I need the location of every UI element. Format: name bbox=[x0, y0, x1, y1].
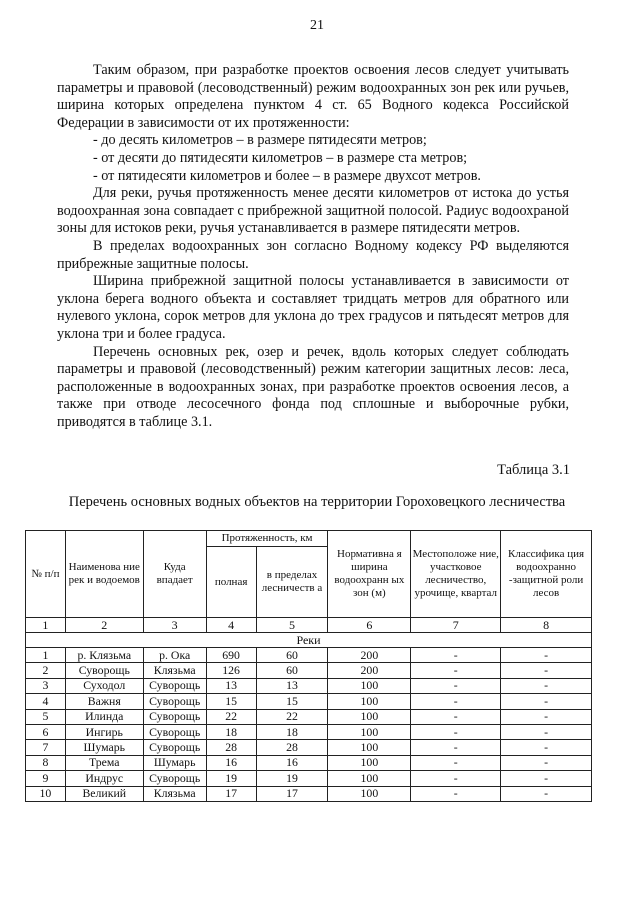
column-number: 6 bbox=[328, 618, 411, 633]
length-total-cell: 13 bbox=[206, 678, 256, 693]
length-total-cell: 28 bbox=[206, 740, 256, 755]
col-header-flows: Куда впадает bbox=[143, 531, 206, 618]
length-total-cell: 126 bbox=[206, 663, 256, 678]
list-item: - до десять километров – в размере пятидесяти метров; bbox=[93, 132, 427, 149]
table-header-row bbox=[26, 531, 592, 547]
length-total-cell: 17 bbox=[206, 786, 256, 801]
flows-into-cell: Суворощь bbox=[143, 709, 206, 724]
location-cell: - bbox=[411, 663, 501, 678]
classification-cell: - bbox=[501, 678, 592, 693]
location-cell: - bbox=[411, 740, 501, 755]
zone-width-cell: 200 bbox=[328, 663, 411, 678]
location-cell: - bbox=[411, 786, 501, 801]
row-number-cell: 4 bbox=[26, 694, 66, 709]
column-number: 1 bbox=[26, 618, 66, 633]
zone-width-cell: 100 bbox=[328, 755, 411, 770]
col-header-width: Нормативна я ширина водоохранн ых зон (м) bbox=[328, 531, 411, 618]
row-number-cell: 9 bbox=[26, 771, 66, 786]
flows-into-cell: Суворощь bbox=[143, 694, 206, 709]
table-row bbox=[26, 740, 592, 755]
length-within-cell: 60 bbox=[256, 648, 328, 663]
location-cell: - bbox=[411, 694, 501, 709]
body-text bbox=[57, 62, 569, 431]
location-cell: - bbox=[411, 771, 501, 786]
length-within-cell: 16 bbox=[256, 755, 328, 770]
table-caption: Таблица 3.1 bbox=[497, 462, 570, 478]
list-item: - от десяти до пятидесяти километров – в размере ста метров; bbox=[93, 149, 468, 166]
table-row bbox=[26, 786, 592, 801]
length-within-cell: 15 bbox=[256, 694, 328, 709]
zone-width-cell: 100 bbox=[328, 694, 411, 709]
table-row bbox=[26, 755, 592, 770]
classification-cell: - bbox=[501, 740, 592, 755]
table-row bbox=[26, 678, 592, 693]
river-name-cell: Важня bbox=[65, 694, 143, 709]
length-within-cell: 22 bbox=[256, 709, 328, 724]
zone-width-cell: 100 bbox=[328, 724, 411, 739]
classification-cell: - bbox=[501, 709, 592, 724]
flows-into-cell: Клязьма bbox=[143, 786, 206, 801]
zone-width-cell: 100 bbox=[328, 709, 411, 724]
flows-into-cell: р. Ока bbox=[143, 648, 206, 663]
flows-into-cell: Суворощь bbox=[143, 771, 206, 786]
classification-cell: - bbox=[501, 694, 592, 709]
paragraph: В пределах водоохранных зон согласно Водному кодексу РФ выделяются прибрежные защитные полосы. bbox=[57, 237, 569, 272]
col-header-length: Протяженность, км bbox=[206, 531, 328, 547]
col-header-num: № п/п bbox=[26, 531, 66, 618]
row-number-cell: 7 bbox=[26, 740, 66, 755]
row-number-cell: 1 bbox=[26, 648, 66, 663]
classification-cell: - bbox=[501, 755, 592, 770]
zone-width-cell: 100 bbox=[328, 786, 411, 801]
row-number-cell: 6 bbox=[26, 724, 66, 739]
column-number: 7 bbox=[411, 618, 501, 633]
length-within-cell: 19 bbox=[256, 771, 328, 786]
table-row bbox=[26, 771, 592, 786]
river-name-cell: Суходол bbox=[65, 678, 143, 693]
flows-into-cell: Суворощь bbox=[143, 740, 206, 755]
length-total-cell: 15 bbox=[206, 694, 256, 709]
table-title: Перечень основных водных объектов на территории Гороховецкого лесничества bbox=[68, 494, 566, 510]
river-name-cell: р. Клязьма bbox=[65, 648, 143, 663]
row-number-cell: 10 bbox=[26, 786, 66, 801]
row-number-cell: 3 bbox=[26, 678, 66, 693]
list-item: - от пятидесяти километров и более – в размере двухсот метров. bbox=[93, 167, 481, 184]
group-label: Реки bbox=[26, 633, 592, 648]
length-within-cell: 18 bbox=[256, 724, 328, 739]
flows-into-cell: Суворощь bbox=[143, 678, 206, 693]
column-number: 2 bbox=[65, 618, 143, 633]
table-row bbox=[26, 724, 592, 739]
col-header-within: в пределах лесничеств а bbox=[256, 547, 328, 618]
river-name-cell: Шумарь bbox=[65, 740, 143, 755]
classification-cell: - bbox=[501, 771, 592, 786]
row-number-cell: 5 bbox=[26, 709, 66, 724]
classification-cell: - bbox=[501, 648, 592, 663]
river-name-cell: Суворощь bbox=[65, 663, 143, 678]
table-row bbox=[26, 694, 592, 709]
length-within-cell: 17 bbox=[256, 786, 328, 801]
table-row bbox=[26, 648, 592, 663]
river-name-cell: Великий bbox=[65, 786, 143, 801]
zone-width-cell: 100 bbox=[328, 740, 411, 755]
location-cell: - bbox=[411, 678, 501, 693]
zone-width-cell: 100 bbox=[328, 678, 411, 693]
col-header-location: Местоположе ние, участковое лесничество, урочище, квартал bbox=[411, 531, 501, 618]
flows-into-cell: Клязьма bbox=[143, 663, 206, 678]
length-total-cell: 19 bbox=[206, 771, 256, 786]
length-within-cell: 13 bbox=[256, 678, 328, 693]
rivers-table bbox=[25, 530, 592, 802]
length-total-cell: 690 bbox=[206, 648, 256, 663]
column-numbers-row bbox=[26, 618, 592, 633]
page-number: 21 bbox=[310, 18, 324, 33]
length-total-cell: 16 bbox=[206, 755, 256, 770]
river-name-cell: Ингирь bbox=[65, 724, 143, 739]
paragraph: Перечень основных рек, озер и речек, вдоль которых следует соблюдать параметры и правовой (лесоводственный) режим категории защитных лесов: леса, расположенные в водоохранных зонах, при разработке проектов освоения лесов, а также при отводе лесосечного фонда под сплошные и выборочные рубки, приводятся в таблице 3.1. bbox=[57, 343, 569, 430]
length-within-cell: 28 bbox=[256, 740, 328, 755]
location-cell: - bbox=[411, 648, 501, 663]
col-header-class: Классифика ция водоохранно -защитной роли лесов bbox=[501, 531, 592, 618]
column-number: 3 bbox=[143, 618, 206, 633]
paragraph: Таким образом, при разработке проектов освоения лесов следует учитывать параметры и правовой (лесоводственный) режим водоохранных зон рек или ручьев, ширина которых определена пунктом 4 ст. 65 Водного кодекса Российской Федерации в зависимости от их протяженности: bbox=[57, 62, 569, 131]
row-number-cell: 8 bbox=[26, 755, 66, 770]
classification-cell: - bbox=[501, 663, 592, 678]
length-within-cell: 60 bbox=[256, 663, 328, 678]
location-cell: - bbox=[411, 709, 501, 724]
column-number: 4 bbox=[206, 618, 256, 633]
zone-width-cell: 100 bbox=[328, 771, 411, 786]
paragraph: Ширина прибрежной защитной полосы устанавливается в зависимости от уклона берега водного объекта и составляет тридцать метров для обратного или нулевого уклона, сорок метров для уклона до трех градусов и пятьдесят метров для уклона три и более градуса. bbox=[57, 273, 569, 342]
classification-cell: - bbox=[501, 786, 592, 801]
paragraph: Для реки, ручья протяженность менее десяти километров от истока до устья водоохранная зона совпадает с прибрежной защитной полосой. Радиус водоохраной зоны для истоков реки, ручья устанавливается в размере пятидесяти метров. bbox=[57, 185, 569, 237]
group-row bbox=[26, 633, 592, 648]
table-row bbox=[26, 709, 592, 724]
river-name-cell: Трема bbox=[65, 755, 143, 770]
row-number-cell: 2 bbox=[26, 663, 66, 678]
location-cell: - bbox=[411, 724, 501, 739]
column-number: 5 bbox=[256, 618, 328, 633]
zone-width-cell: 200 bbox=[328, 648, 411, 663]
flows-into-cell: Шумарь bbox=[143, 755, 206, 770]
length-total-cell: 18 bbox=[206, 724, 256, 739]
flows-into-cell: Суворощь bbox=[143, 724, 206, 739]
table-row bbox=[26, 663, 592, 678]
classification-cell: - bbox=[501, 724, 592, 739]
river-name-cell: Индрус bbox=[65, 771, 143, 786]
river-name-cell: Илинда bbox=[65, 709, 143, 724]
location-cell: - bbox=[411, 755, 501, 770]
length-total-cell: 22 bbox=[206, 709, 256, 724]
col-header-total: полная bbox=[206, 547, 256, 618]
column-number: 8 bbox=[501, 618, 592, 633]
col-header-name: Наименова ние рек и водоемов bbox=[65, 531, 143, 618]
